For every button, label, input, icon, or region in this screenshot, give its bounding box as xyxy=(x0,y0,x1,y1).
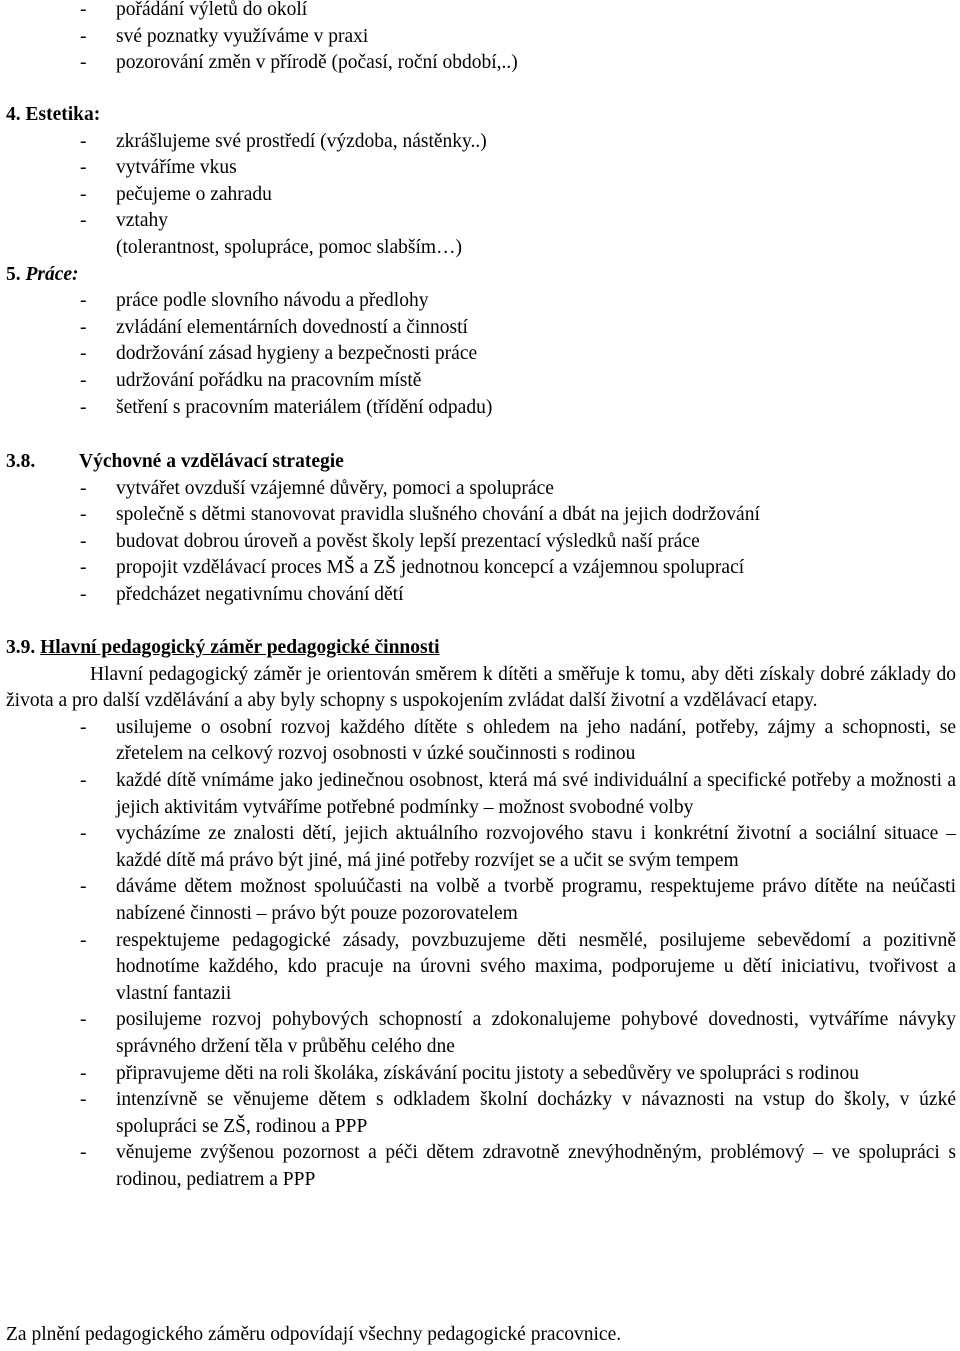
list-item: - zvládání elementárních dovedností a činností xyxy=(80,316,468,338)
list-item: - respektujeme pedagogické zásady, povzbuzujeme děti nesmělé, posilujeme sebevědomí a pozitivně hodnotíme každého, kdo pracuje na úrovni svého maxima, podporujeme u dětí iniciativu, tvořivost a vlastní fantazii xyxy=(80,929,956,1004)
list-item: - pozorování změn v přírodě (počasí, roční období,..) xyxy=(80,52,518,74)
list-item: - pečujeme o zahradu xyxy=(80,183,272,205)
zamer-list xyxy=(6,715,956,1194)
list-item: - udržování pořádku na pracovním místě xyxy=(80,369,422,391)
section-heading: 3.9. Hlavní pedagogický záměr pedagogické činnosti xyxy=(6,637,440,658)
list-item: - šetření s pracovním materiálem (třídění odpadu) xyxy=(80,396,493,418)
list-item: - propojit vzdělávací proces MŠ a ZŠ jednotnou koncepcí a vzájemnou spoluprací xyxy=(80,557,745,579)
list-item-continuation: (tolerantnost, spolupráce, pomoc slabším…) xyxy=(116,236,463,258)
estetika-section xyxy=(6,102,956,421)
list-item: - pořádání výletů do okolí xyxy=(80,0,308,20)
list-item: - vycházíme ze znalosti dětí, jejich aktuálního rozvojového stavu i konkrétní životní a sociální situace – každé dítě má právo být jiné, má jiné potřeby rozvíjet se a učit se svým tempem xyxy=(80,823,956,871)
list-item: - vztahy xyxy=(80,210,168,232)
list-item: - vytvářet ovzduší vzájemné důvěry, pomoci a spolupráce xyxy=(80,477,554,499)
list-item: - intenzívně se věnujeme dětem s odkladem školní docházky v návaznosti na vstup do školy, v úzké spolupráci se ZŠ, rodinou a PPP xyxy=(80,1089,956,1137)
zamer-section xyxy=(6,635,956,1193)
list-item: - usilujeme o osobní rozvoj každého dítěte s ohledem na jeho nadání, potřeby, zájmy a schopnosti, se zřetelem na celkový rozvoj osobnosti v úzké součinnosti s rodinou xyxy=(80,716,956,765)
list-item: - dodržování zásad hygieny a bezpečnosti práce xyxy=(80,343,478,365)
estetika-heading: 4. Estetika: xyxy=(6,104,101,125)
list-item: - předcházet negativnímu chování dětí xyxy=(80,583,404,605)
prace-heading: 5. Práce: xyxy=(6,263,79,285)
list-item: - práce podle slovního návodu a předlohy xyxy=(80,290,429,312)
closing-line: Za plnění pedagogického záměru odpovídají všechny pedagogické pracovnice. xyxy=(6,1324,622,1345)
list-item: - posilujeme rozvoj pohybových schopností a zdokonalujeme pohybové dovednosti, vytváříme návyky správného držení těla v průběhu celého dne xyxy=(80,1009,956,1057)
list-item: - budovat dobrou úroveň a pověst školy lepší prezentací výsledků naší práce xyxy=(80,530,700,552)
top-section xyxy=(6,0,956,77)
list-item: - zkrášlujeme své prostředí (výzdoba, nástěnky..) xyxy=(80,130,487,152)
list-item: - věnujeme zvýšenou pozornost a péči dětem zdravotně znevýhodněným, problémový – ve spolupráci s rodinou, pediatrem a PPP xyxy=(80,1142,956,1190)
list-item: - dáváme dětem možnost spoluúčasti na volbě a tvorbě programu, respektujeme právo dítěte na neúčasti nabízené činnosti – právo být pouze pozorovatelem xyxy=(80,876,956,924)
section-heading: 3.8. Výchovné a vzdělávací strategie xyxy=(6,451,344,472)
list-item: - každé dítě vnímáme jako jedinečnou osobnost, která má své individuální a specifické potřeby a možnosti a jejich aktivitám vytváříme potřebné podmínky – možnost svobodné volby xyxy=(80,769,956,818)
intro-paragraph: Hlavní pedagogický záměr je orientován směrem k dítěti a směřuje k tomu, aby děti získaly dobré základy do života a pro další vzdělávání a aby byly schopny s uspokojením zvládat další životní a vzdělávací etapy. xyxy=(6,663,956,712)
list-item: - vytváříme vkus xyxy=(80,157,237,179)
list-item: - své poznatky využíváme v praxi xyxy=(80,25,369,47)
list-item: - společně s dětmi stanovovat pravidla slušného chování a dbát na jejich dodržování xyxy=(80,504,760,526)
list-item: - připravujeme děti na roli školáka, získávání pocitu jistoty a sebedůvěry ve spolupráci s rodinou xyxy=(80,1062,859,1084)
strategie-section xyxy=(6,449,956,609)
